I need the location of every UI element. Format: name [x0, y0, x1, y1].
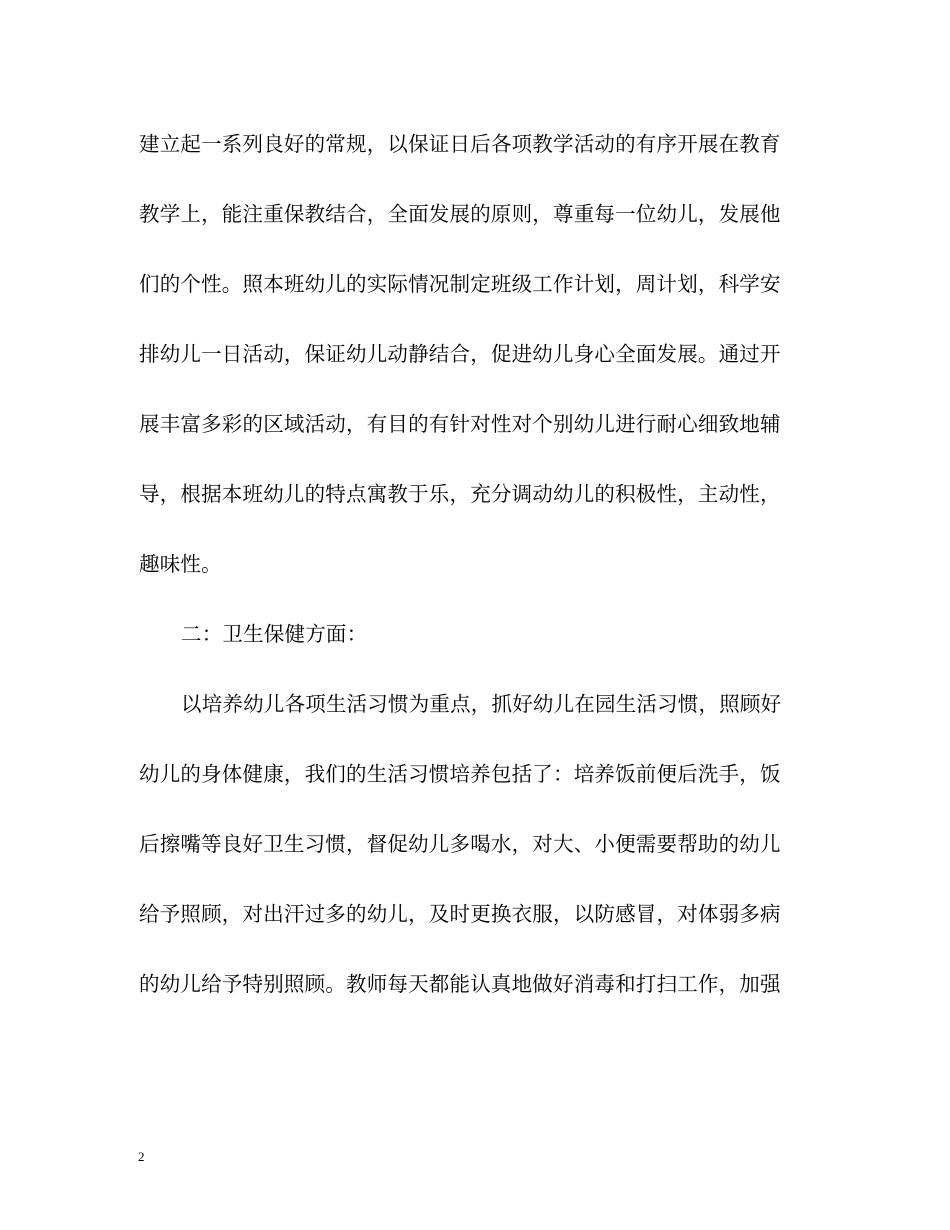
paragraph-line: 教学上，能注重保教结合，全面发展的原则，尊重每一位幼儿，发展他: [139, 202, 781, 226]
section-heading: 二：卫生保健方面：: [181, 622, 368, 646]
paragraph-line: 后擦嘴等良好卫生习惯，督促幼儿多喝水，对大、小便需要帮助的幼儿: [139, 832, 781, 856]
paragraph-line: 排幼儿一日活动，保证幼儿动静结合，促进幼儿身心全面发展。通过开: [139, 342, 781, 366]
paragraph-line: 幼儿的身体健康，我们的生活习惯培养包括了：培养饭前便后洗手，饭: [139, 762, 781, 786]
paragraph-line: 建立起一系列良好的常规，以保证日后各项教学活动的有序开展在教育: [139, 132, 781, 156]
paragraph-line: 以培养幼儿各项生活习惯为重点，抓好幼儿在园生活习惯，照顾好: [181, 692, 782, 716]
paragraph-line: 的幼儿给予特别照顾。教师每天都能认真地做好消毒和打扫工作，加强: [139, 972, 781, 996]
paragraph-line: 展丰富多彩的区域活动，有目的有针对性对个别幼儿进行耐心细致地辅: [139, 412, 781, 436]
page-number: 2: [138, 1149, 145, 1164]
paragraph-line: 导，根据本班幼儿的特点寓教于乐，充分调动幼儿的积极性，主动性，: [139, 482, 781, 506]
paragraph-line: 趣味性。: [139, 552, 222, 576]
paragraph-line: 们的个性。照本班幼儿的实际情况制定班级工作计划，周计划，科学安: [139, 272, 781, 296]
paragraph-line: 给予照顾，对出汗过多的幼儿，及时更换衣服，以防感冒，对体弱多病: [139, 902, 781, 926]
